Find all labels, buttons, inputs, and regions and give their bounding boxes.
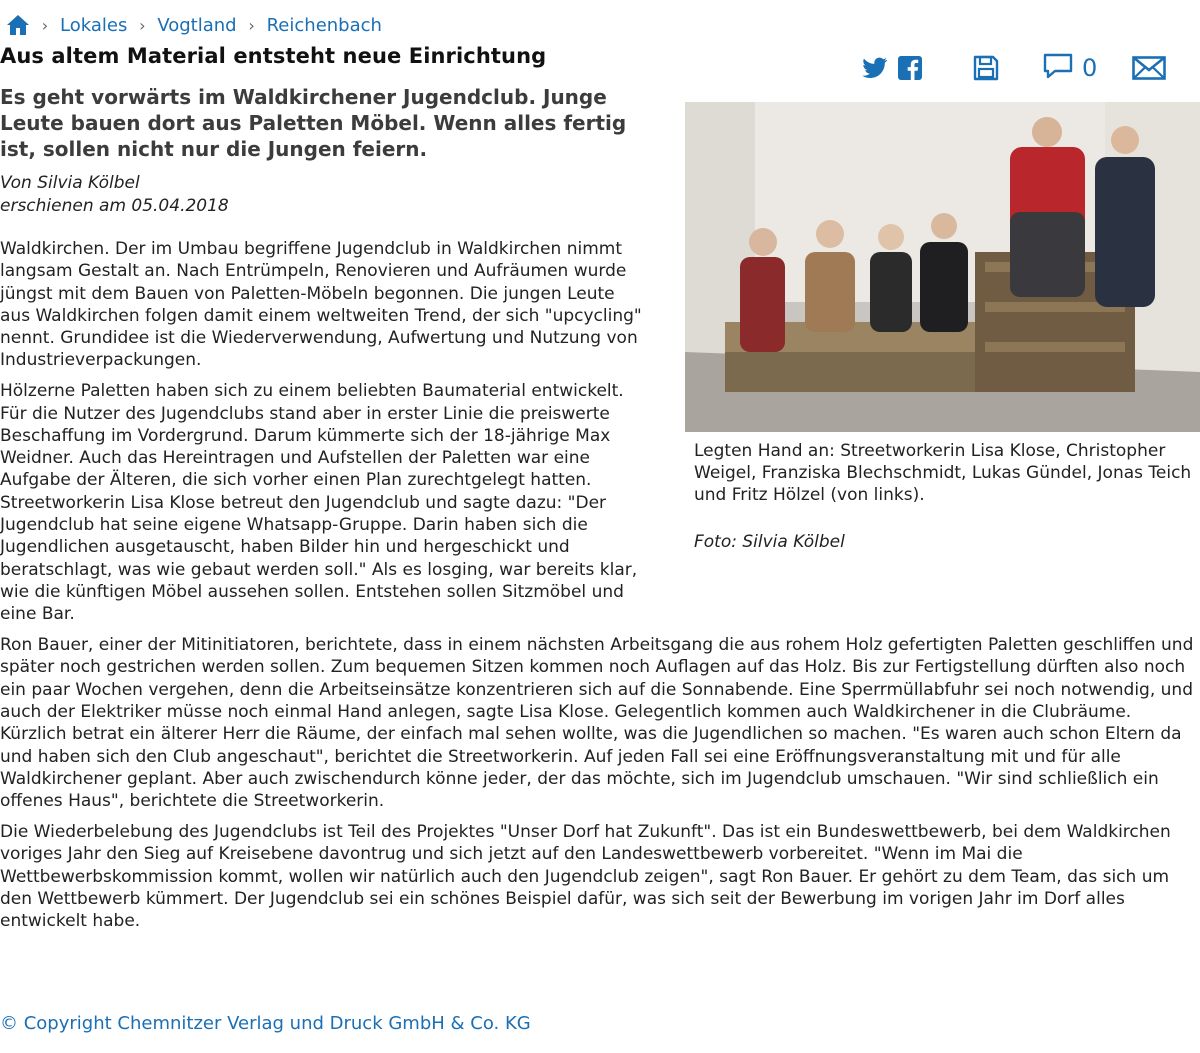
article-headline: Aus altem Material entsteht neue Einrichtung xyxy=(0,44,547,68)
comment-button[interactable] xyxy=(1042,52,1097,84)
author: Von Silvia Kölbel xyxy=(0,173,140,193)
article-paragraph: Die Wiederbelebung des Jugendclubs ist Teil des Projektes "Unser Dorf hat Zukunft". Das ist ein Bundeswettbewerb, bei dem Waldkirchen voriges Jahr den Sieg auf Kreisebene davontrug und sich jetzt auf den Landeswettbewerb vorbereitet. "Wenn im Mai die Wettbewerbskommission kommt, wollen wir natürlich auch den Jugendclub zeigen", sagt Ron Bauer. Er gehört zu dem Team, das sich um den Wettbewerb kümmert. Der Jugendclub sei ein schönes Beispiel dafür, was sich seit der Bewerbung im vorigen Jahr im Dorf alles entwickelt habe. xyxy=(0,821,1171,932)
article-paragraph: Waldkirchen. Der im Umbau begriffene Jugendclub in Waldkirchen nimmt langsam Gestalt an. Nach Entrümpeln, Renovieren und Aufräumen wurde jüngst mit dem Bauen von Paletten-Möbeln begonnen. Die jungen Leute aus Waldkirchen folgen damit einem weltweiten Trend, der sich "upcycling" nennt. Grundidee ist die Wiederverwendung, Aufwertung und Nutzung von Industrieverpackungen. xyxy=(0,239,642,371)
chevron-right-icon: › xyxy=(41,15,49,35)
chevron-right-icon: › xyxy=(139,15,146,35)
article-body xyxy=(0,238,1200,941)
home-icon[interactable] xyxy=(6,14,30,36)
breadcrumb xyxy=(6,10,382,40)
twitter-icon[interactable] xyxy=(862,52,888,84)
breadcrumb-reichenbach[interactable]: Reichenbach xyxy=(266,14,382,36)
figure-float-spacer xyxy=(644,238,1200,600)
save-icon[interactable] xyxy=(972,52,1000,84)
breadcrumb-lokales[interactable]: Lokales xyxy=(60,14,128,36)
byline xyxy=(0,172,229,218)
publish-date: erschienen am 05.04.2018 xyxy=(0,196,229,216)
article-paragraph: Hölzerne Paletten haben sich zu einem beliebten Baumaterial entwickelt. Für die Nutzer des Jugendclubs stand aber in erster Linie die preiswerte Beschaffung im Vordergrund. Darum kümmerte sich der 18-jährige Max Weidner. Auch das Hereintragen und Aufstellen der Paletten war eine Aufgabe der Älteren, die sich vorher einen Plan zurechtgelegt hatten. Streetworkerin Lisa Klose betreut den Jugendclub und sagte dazu: "Der Jugendclub hat seine eigene Whatsapp-Gruppe. Darin haben sich die Jugendlichen ausgetauscht, haben Bilder hin und hergeschickt und beratschlagt, was wie gebaut werden soll." Als es losging, war bereits klar, wie die künftigen Möbel aussehen sollen. Entstehen sollen Sitzmöbel und eine Bar. xyxy=(0,381,638,625)
photo-caption: Legten Hand an: Streetworkerin Lisa Klose, Christopher Weigel, Franziska Blechschmidt, Lukas Gündel, Jonas Teich und Fritz Hölzel (von links). xyxy=(694,441,1192,505)
share-bar xyxy=(856,52,1176,86)
chevron-right-icon: › xyxy=(248,15,255,35)
article-teaser: Es geht vorwärts im Waldkirchener Jugendclub. Junge Leute bauen dort aus Paletten Möbel. Wenn alles fertig ist, sollen nicht nur die Jungen feiern. xyxy=(0,85,627,161)
facebook-icon[interactable] xyxy=(898,52,922,84)
article-paragraph: Ron Bauer, einer der Mitinitiatoren, berichtete, dass in einem nächsten Arbeitsgang die aus rohem Holz gefertigten Paletten geschliffen und später noch gestrichen werden sollen. Zum bequemen Sitzen kommen noch Auflagen auf das Holz. Bis zur Fertigstellung dürften also noch ein paar Wochen vergehen, denn die Arbeitseinsätze konzentrieren sich auf die Sonnabende. Eine Sperrmüllabfuhr sei noch notwendig, und auch der Elektriker müsse noch einmal Hand anlegen, sagte Lisa Klose. Gelegentlich kommen auch Waldkirchener in die Clubräume. Kürzlich betrat ein älterer Herr die Räume, der einfach mal sehen wollte, was die Jugendlichen so machen. "Es waren auch schon Eltern da und haben sich den Club angeschaut", berichtet die Streetworkerin. Auf jeden Fall sei eine Eröffnungsveranstaltung mit und für alle Waldkirchener geplant. Aber auch zwischendurch könne jeder, der das möchte, sich im Jugendclub umschauen. "Wir sind schließlich ein offenes Haus", berichtete die Streetworkerin. xyxy=(0,635,1194,812)
breadcrumb-vogtland[interactable]: Vogtland xyxy=(157,14,237,36)
comment-count: 0 xyxy=(1082,54,1098,82)
photo-credit: Foto: Silvia Kölbel xyxy=(694,532,845,552)
mail-icon[interactable] xyxy=(1132,52,1166,84)
copyright-notice[interactable]: © Copyright Chemnitzer Verlag und Druck GmbH & Co. KG xyxy=(0,1013,531,1034)
comment-icon xyxy=(1042,52,1074,84)
